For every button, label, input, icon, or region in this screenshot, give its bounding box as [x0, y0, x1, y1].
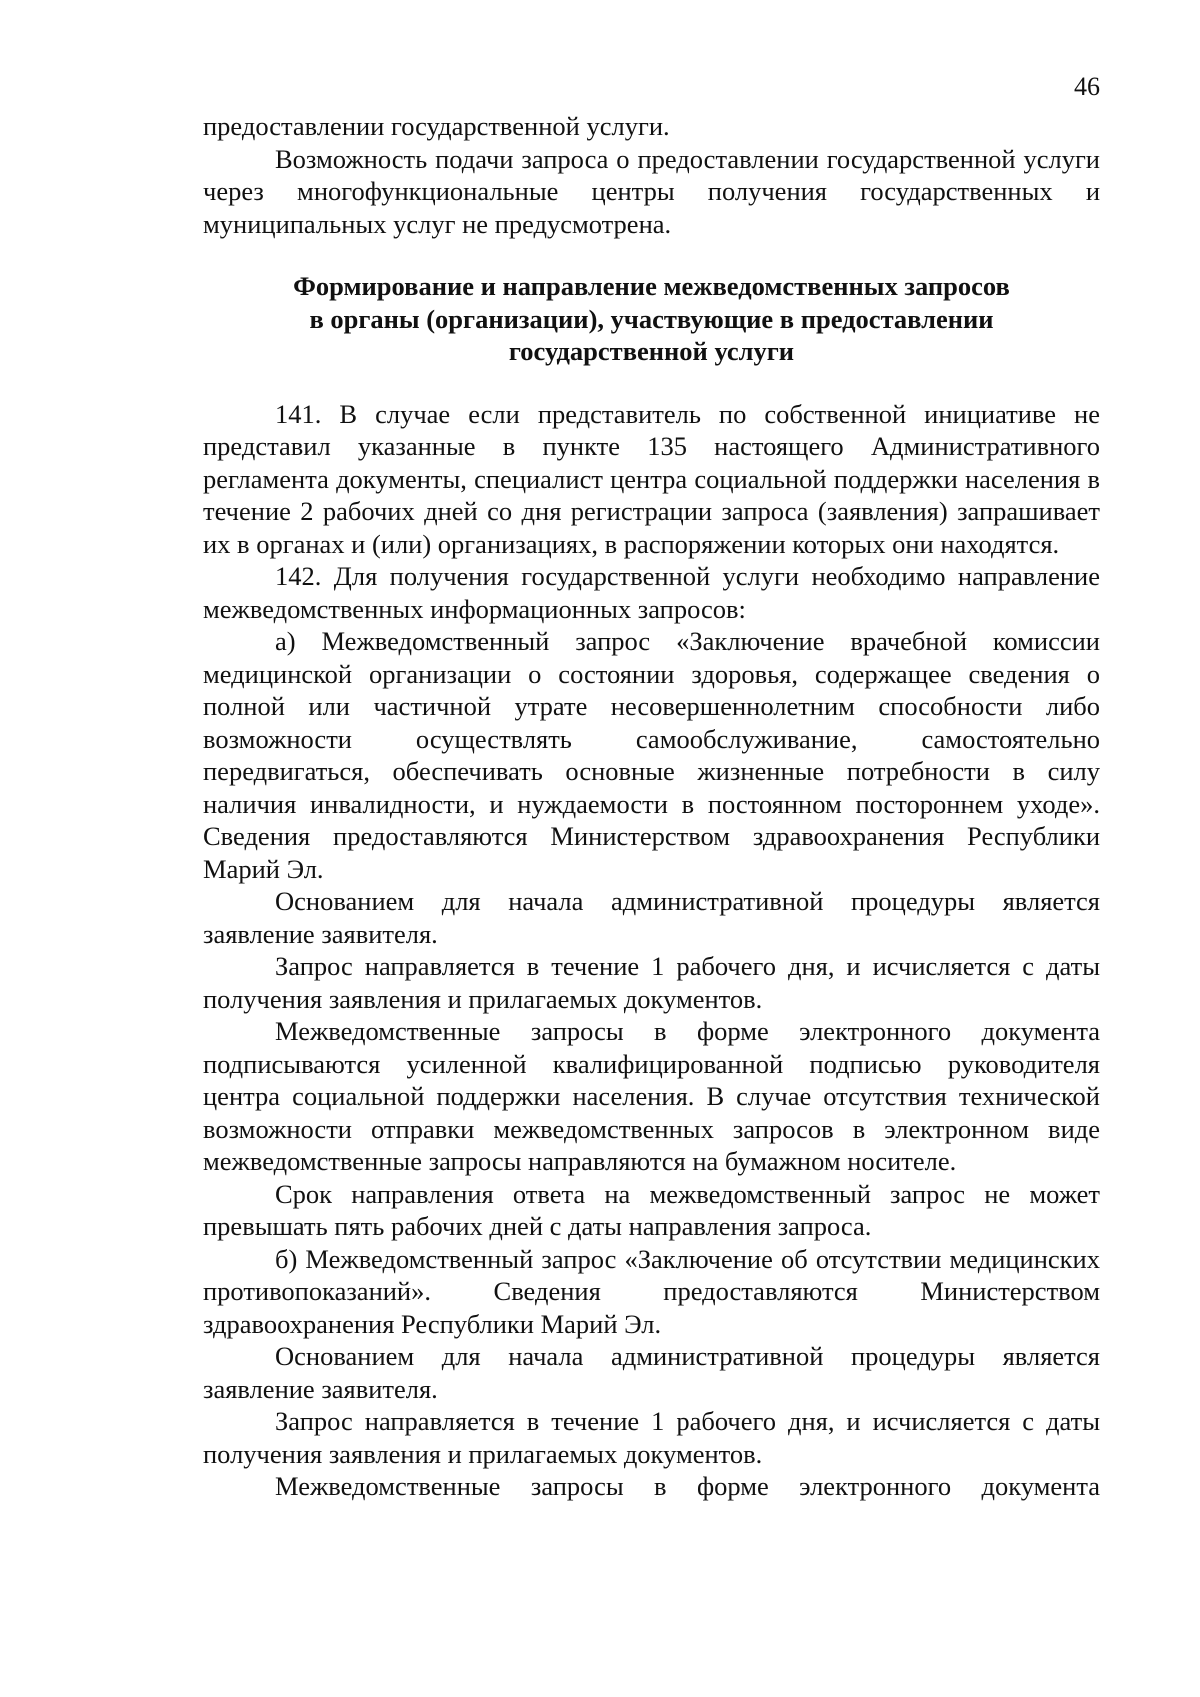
section-heading: [203, 270, 1100, 368]
paragraph-request-term-a: Запрос направляется в течение 1 рабочего дня, и исчисляется с даты получения заявления и прилагаемых документов.: [203, 951, 1100, 1014]
paragraph-basis-a: Основанием для начала административной процедуры является заявление заявителя.: [203, 886, 1100, 949]
paragraph-response-term: Срок направления ответа на межведомственный запрос не может превышать пять рабочих дней с даты направления запроса.: [203, 1178, 1100, 1241]
paragraph-141: 141. В случае если представитель по собственной инициативе не представил указанные в пункте 135 настоящего Административного регламента документы, специалист центра социальной поддержки населения в течение 2 рабочих дней со дня регистрации запроса (заявления) запрашивает их в органах и (или) организациях, в распоряжении которых они находятся.: [203, 398, 1100, 559]
paragraph-request-term-b: Запрос направляется в течение 1 рабочего дня, и исчисляется с даты получения заявления и прилагаемых документов.: [203, 1406, 1100, 1469]
paragraph-electronic-continued: Межведомственные запросы в форме электронного документа: [275, 1471, 1100, 1501]
section-heading-line-1: Формирование и направление межведомственных запросов: [293, 271, 1010, 301]
document-body: [203, 110, 1100, 1503]
paragraph-142-b: б) Межведомственный запрос «Заключение об отсутствии медицинских противопоказаний». Сведения предоставляются Министерством здравоохранения Республики Марий Эл.: [203, 1243, 1100, 1339]
intro-paragraph: Возможность подачи запроса о предоставлении государственной услуги через многофункциональные центры получения государственных и муниципальных услуг не предусмотрена.: [203, 143, 1100, 239]
intro-continuation: предоставлении государственной услуги.: [203, 111, 670, 141]
page-number: 46: [1074, 72, 1100, 101]
paragraph-142-a: а) Межведомственный запрос «Заключение врачебной комиссии медицинской организации о состоянии здоровья, содержащее сведения о полной или частичной утрате несовершеннолетним способности либо возможности осуществлять самообслуживание, самостоятельно передвигаться, обеспечивать основные жизненные потребности в силу наличия инвалидности, и нуждаемости в постоянном постороннем уходе». Сведения предоставляются Министерством здравоохранения Республики Марий Эл.: [203, 626, 1100, 884]
section-heading-line-2: в органы (организации), участвующие в предоставлении: [309, 303, 994, 334]
paragraph-electronic-signature: Межведомственные запросы в форме электронного документа подписываются усиленной квалифицированной подписью руководителя центра социальной поддержки населения. В случае отсутствия технической возможности отправки межведомственных запросов в электронном виде межведомственные запросы направляются на бумажном носителе.: [203, 1016, 1100, 1176]
section-heading-line-3: государственной услуги: [508, 336, 795, 366]
paragraph-basis-b: Основанием для начала административной процедуры является заявление заявителя.: [203, 1341, 1100, 1404]
paragraph-142: 142. Для получения государственной услуги необходимо направление межведомственных информационных запросов:: [203, 561, 1100, 624]
